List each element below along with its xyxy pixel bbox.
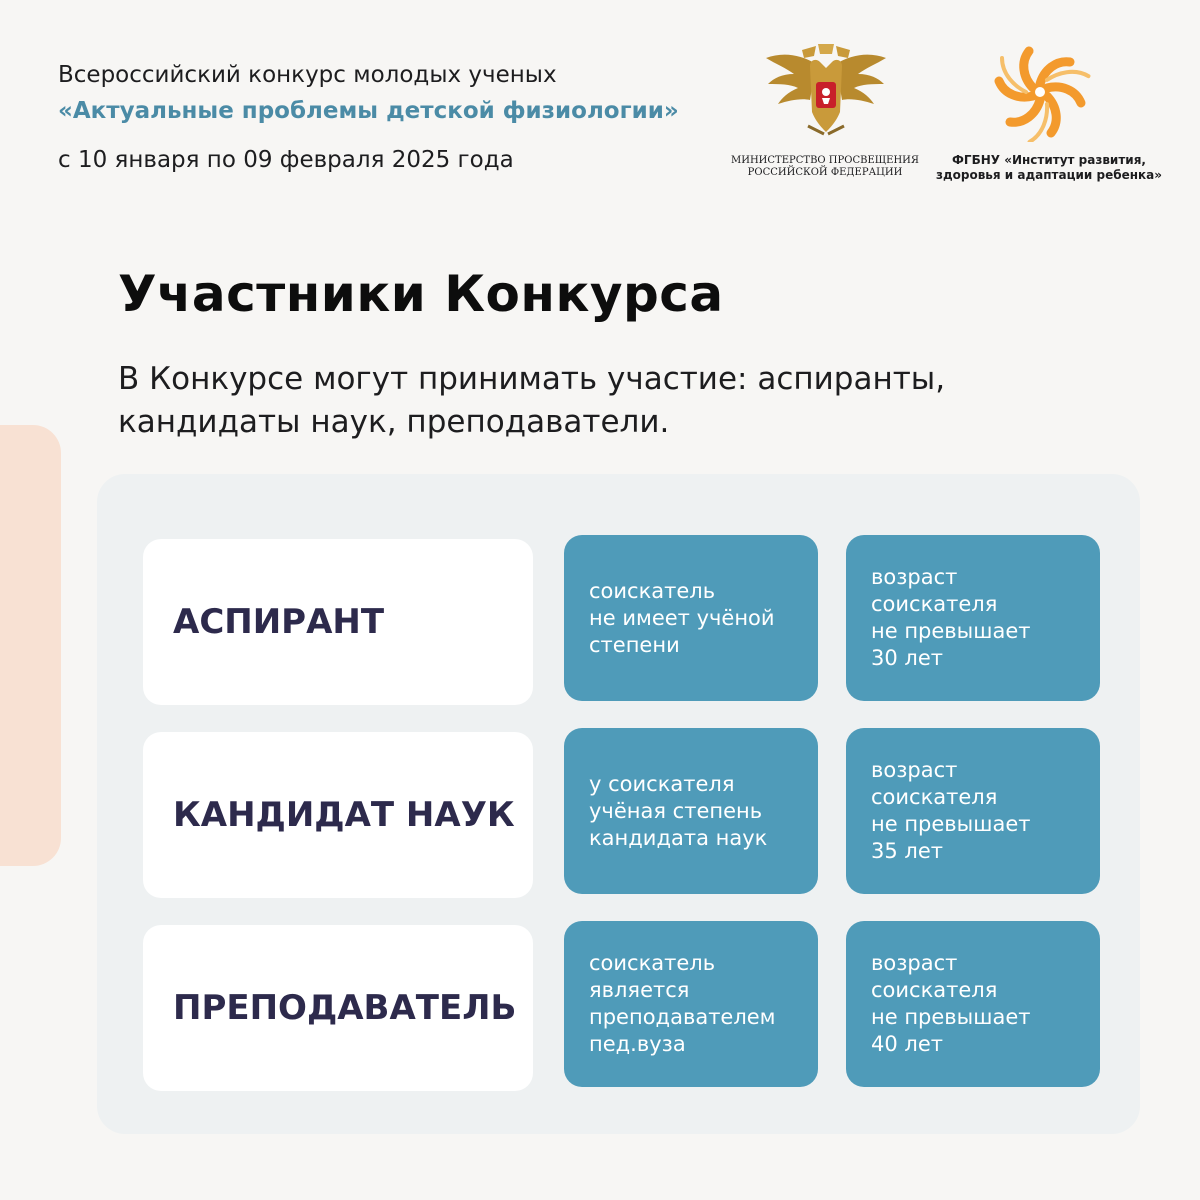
participant-name-card [143, 732, 533, 898]
participant-name: АСПИРАНТ [173, 602, 385, 642]
participant-row [97, 539, 1140, 705]
age-card: возраст соискателя не превышает 30 лет [846, 535, 1100, 701]
institute-caption: ФГБНУ «Институт развития, здоровья и адаптации ребенка» [935, 153, 1163, 182]
participant-name-card [143, 925, 533, 1091]
institute-logo-icon [985, 42, 1095, 142]
participant-row [97, 732, 1140, 898]
requirement-card: у соискателя учёная степень кандидата наук [564, 728, 818, 894]
side-decoration [0, 425, 61, 866]
participant-row [97, 925, 1140, 1091]
ministry-emblem-icon [764, 42, 888, 142]
ministry-caption: МИНИСТЕРСТВО ПРОСВЕЩЕНИЯ РОССИЙСКОЙ ФЕДЕРАЦИИ [731, 155, 919, 178]
age-card: возраст соискателя не превышает 40 лет [846, 921, 1100, 1087]
participant-name-card [143, 539, 533, 705]
age-card: возраст соискателя не превышает 35 лет [846, 728, 1100, 894]
contest-name: Всероссийский конкурс молодых ученых [58, 62, 557, 88]
intro-text: В Конкурсе могут принимать участие: аспиранты, кандидаты наук, преподаватели. [118, 361, 946, 440]
page-title: Участники Конкурса [118, 265, 724, 323]
participants-panel [97, 474, 1140, 1134]
participant-name: КАНДИДАТ НАУК [173, 795, 515, 835]
requirement-card: соискатель не имеет учёной степени [564, 535, 818, 701]
contest-topic: «Актуальные проблемы детской физиологии» [58, 98, 679, 124]
participant-name: ПРЕПОДАВАТЕЛЬ [173, 988, 517, 1028]
contest-dates: с 10 января по 09 февраля 2025 года [58, 147, 514, 173]
requirement-card: соискатель является преподавателем пед.вуза [564, 921, 818, 1087]
